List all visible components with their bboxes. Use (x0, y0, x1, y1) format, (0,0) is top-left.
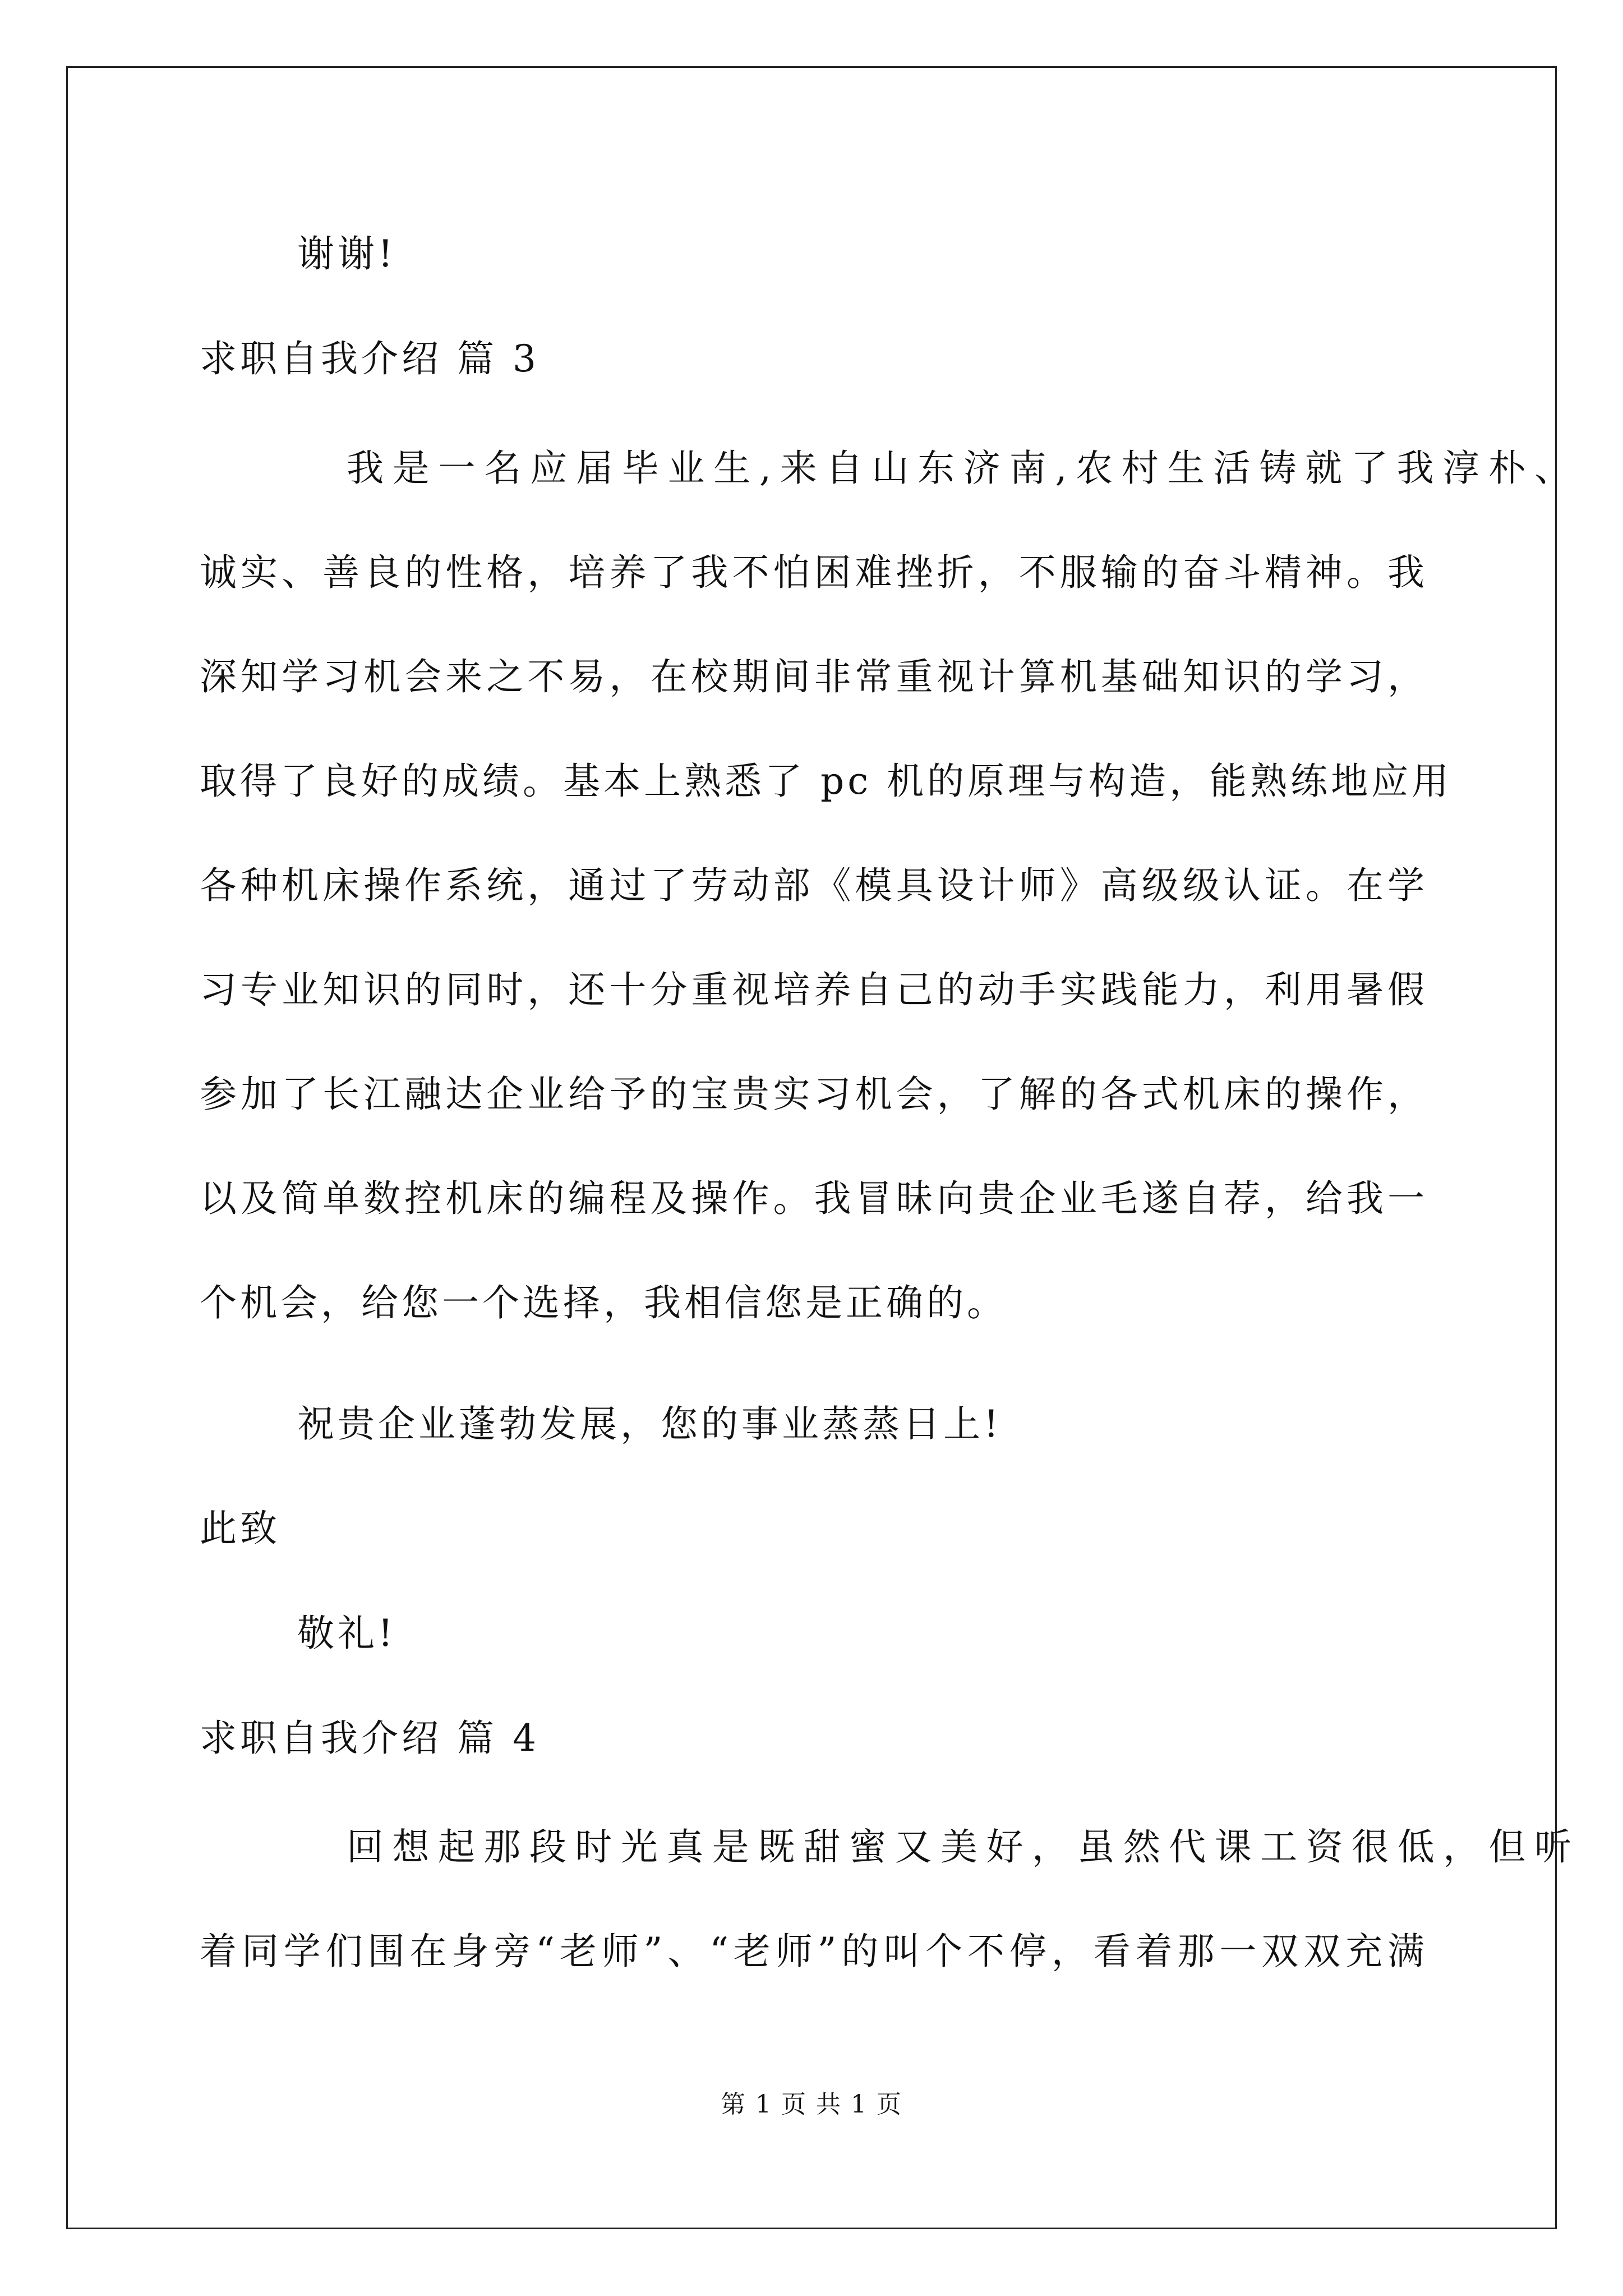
text-line: 习专业知识的同时，还十分重视培养自己的动手实践能力，利用暑假 (200, 968, 1428, 1011)
text-line: 取得了良好的成绩。基本上熟悉了 pc 机的原理与构造，能熟练地应用 (200, 760, 1453, 803)
text-line: 参加了长江融达企业给予的宝贵实习机会，了解的各式机床的操作， (200, 1073, 1428, 1116)
text-line: 祝贵企业蓬勃发展，您的事业蒸蒸日上! (297, 1402, 1002, 1446)
text-line: 谢谢! (297, 232, 396, 275)
page-border (66, 66, 1557, 2229)
text-line: 着同学们围在身旁“老师”、“老师”的叫个不停，看着那一双双充满 (200, 1930, 1428, 1973)
text-line: 各种机床操作系统，通过了劳动部《模具设计师》高级级认证。在学 (200, 864, 1428, 907)
text-line: 我是一名应届毕业生,来自山东济南,农村生活铸就了我淳朴、 (347, 447, 1575, 490)
text-line: 深知学习机会来之不易，在校期间非常重视计算机基础知识的学习， (200, 655, 1428, 698)
text-line: 以及简单数控机床的编程及操作。我冒昧向贵企业毛遂自荐，给我一 (200, 1177, 1428, 1220)
text-line: 个机会，给您一个选择，我相信您是正确的。 (200, 1281, 1007, 1324)
page-footer: 第 1 页 共 1 页 (721, 2090, 902, 2119)
text-line: 求职自我介绍 篇 4 (200, 1717, 540, 1760)
text-line: 敬礼! (297, 1612, 396, 1655)
text-line: 回想起那段时光真是既甜蜜又美好，虽然代课工资很低，但听 (347, 1825, 1575, 1869)
text-line: 求职自我介绍 篇 3 (200, 337, 540, 380)
text-line: 此致 (200, 1507, 280, 1550)
text-line: 诚实、善良的性格，培养了我不怕困难挫折，不服输的奋斗精神。我 (200, 551, 1428, 594)
